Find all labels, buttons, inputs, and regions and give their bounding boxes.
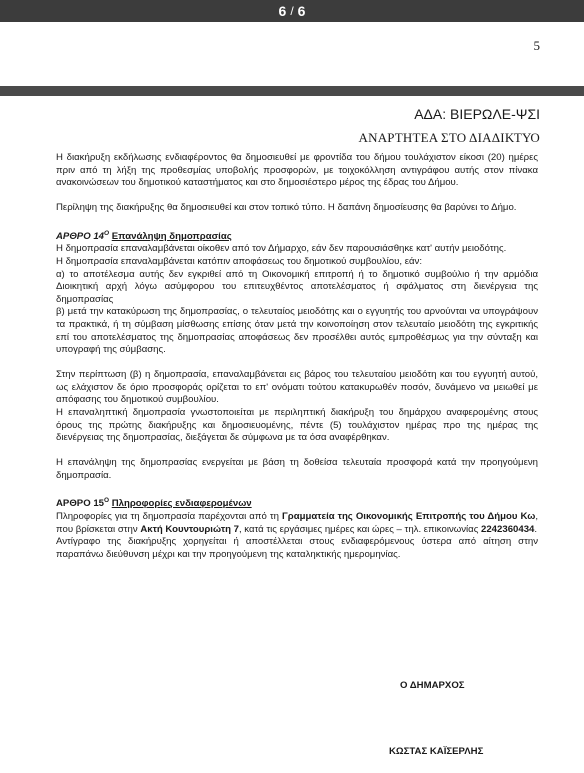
posting-notice: ΑΝΑΡΤΗΤΕΑ ΣΤΟ ΔΙΑΔΙΚΤΥΟ <box>358 130 540 145</box>
article-14-heading <box>56 228 538 244</box>
article-label: ΑΡΘΡΟ $14^O$ <box>56 229 110 242</box>
article-paragraph: Η δημοπρασία επαναλαμβάνεται οίκοθεν από τον Δήμαρχο, εάν δεν παρουσιάσθηκε κατ' αυτήν μειοδότης. <box>56 243 507 255</box>
article-paragraph: Αντίγραφο της διακήρυξης χορηγείται ή αποστέλλεται στους ενδιαφερόμενους ύστερα από αίτηση στην παραπάνω διεύθυνση μέχρι και την προηγούμενη της καταληκτικής ημερομηνίας. <box>56 536 538 560</box>
article-paragraph: Πληροφορίες για τη δημοπρασία παρέχονται από τη Γραμματεία της Οικονομικής Επιτροπής του Δήμου Κω, που βρίσκεται στην Ακτή Κουντουριώτη 7, κατά τις εργάσιμες ημέρες και ώρες – τηλ. επικοινωνίας 2242360434. <box>56 511 538 535</box>
page-separator: / <box>290 4 294 18</box>
article-title: Επανάληψη δημοπρασίας <box>111 230 232 242</box>
current-page-number[interactable]: 6 <box>278 3 287 19</box>
article-paragraph: Η επαναληπτική δημοπρασία γνωστοποιείται με περιληπτική διακήρυξη του δημάρχου αναφερομένης στους όρους της πρώτης διακήρυξης και δημοσιευομένης, πέντε (5) τουλάχιστον ημέρας προ της ημέρας της διενέργειας της δημοπρασίας, διεξάγεται δε σύμφωνα με τα όσα αναφέρθηκαν. <box>56 407 538 444</box>
previous-page-bottom <box>0 22 584 86</box>
article-paragraph: α) το αποτέλεσμα αυτής δεν εγκριθεί από τη Οικονομική επιτροπή ή το δημοτικό συμβούλιο ή την αρμόδια Διοικητική αρχή λόγω ασύμφορου του επιτευχθέντος αποτελέσματος ή σφάλματος στη διενέργεια της δημοπρασίας <box>56 268 538 305</box>
article-label: ΑΡΘΡΟ $15^O$ <box>56 497 110 510</box>
document-body <box>56 152 538 561</box>
article-title: Πληροφορίες ενδιαφερομένων <box>111 498 252 510</box>
signatory-name: ΚΩΣΤΑΣ ΚΑΪΣΕΡΛΗΣ <box>389 746 484 757</box>
intro-paragraph: Η διακήρυξη εκδήλωσης ενδιαφέροντος θα δημοσιευθεί με φροντίδα του δήμου τουλάχιστον είκοσι (20) ημέρες πριν από τη λήξη της προθεσμίας υποβολής προσφορών, με τοιχοκόλληση αντιγράφου αυτής στον πίνακα ανακοινώσεων του δημοτικού καταστήματος και στο δημοσιέστερο μέρος της έδρας του Δήμου. <box>56 152 538 189</box>
article-paragraph: Στην περίπτωση (β) η δημοπρασία, επαναλαμβάνεται εις βάρος του τελευταίου μειοδότη και του εγγυητή αυτού, ως ελάχιστον δε όριο προσφοράς ορίζεται το επ' ονόματι τούτου κατακυρωθέν ποσόν, δυνάμενο να μειωθεί με απόφασης του δημοτικού συμβουλίου. <box>56 369 538 406</box>
article-paragraph: β) μετά την κατακύρωση της δημοπρασίας, ο τελευταίος μειοδότης και ο εγγυητής του αρνούνται να υπογράψουν τα πρακτικά, ή τη σύμβαση μίσθωσης επίσης όταν μετά την κοινοποίηση στον τελευταίο μειοδότη της εγκριτικής επί του αποτελέσματος της δημοπρασίας αποφάσεως δεν προσέλθει αυτός εμπροθέσμως για την σύνταξη και υπογραφή της σύμβασης. <box>56 306 538 356</box>
document-page <box>0 96 584 773</box>
page-separator-band <box>0 86 584 96</box>
article-15-heading <box>56 495 538 511</box>
pdf-viewer-toolbar <box>0 0 584 22</box>
signatory-role: Ο ΔΗΜΑΡΧΟΣ <box>400 680 465 691</box>
intro-paragraph: Περίληψη της διακήρυξης θα δημοσιευθεί και στον τοπικό τύπο. Η δαπάνη δημοσίευσης θα βαρύνει το Δήμο. <box>56 202 517 214</box>
article-paragraph: Η δημοπρασία επαναλαμβάνεται κατόπιν αποφάσεως του δημοτικού συμβουλίου, εάν: <box>56 255 423 267</box>
article-paragraph: Η επανάληψη της δημοπρασίας ενεργείται με βάση τη δοθείσα τελευταία προσφορά κατά την προηγούμενη δημοπρασία. <box>56 457 538 482</box>
page-number: 5 <box>533 38 540 53</box>
total-pages: 6 <box>297 3 306 19</box>
ada-code: ΑΔΑ: ΒΙΕΡΩΛΕ-ΨΣΙ <box>414 106 540 122</box>
